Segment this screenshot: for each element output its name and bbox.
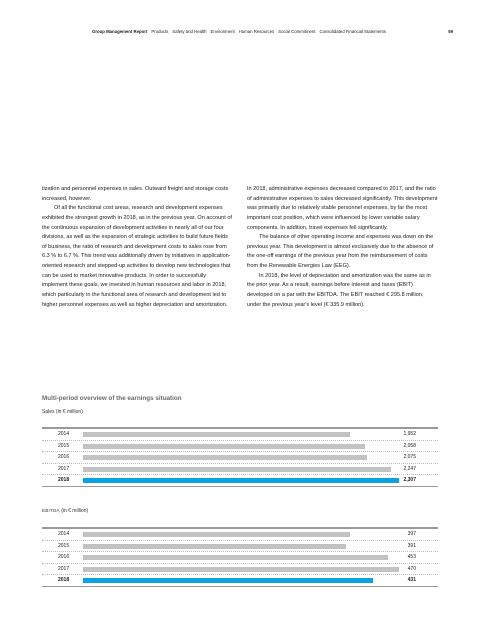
ebitda-value-label: 397 [407, 531, 416, 537]
section-title: Multi-period overview of the earnings situation [42, 395, 182, 402]
ebitda-chart-label: EBITDA [42, 508, 60, 513]
ebitda-year-label: 2014 [58, 531, 70, 537]
nav-item-safety-and-health[interactable]: Safety and Health [172, 29, 207, 34]
left-column [42, 185, 233, 310]
ebitda-bar-2016 [83, 555, 388, 560]
sales-bar-2014 [83, 432, 350, 437]
paragraph: Of all the functional cost areas, research and development expenses exhibited the strongest growth in 2018, as in the previous year. On account of the continuous expansion of development activities in nearly all of our four divisions, as well as the expansion of strategic activities to build future fields of business, the ratio of research and development costs to sales rose from 6.3 % to 6.7 %. This trend was additionally driven by initiatives in application-oriented research and stepped-up activities to develop new technologies that can be used to market innovative products. In order to successfully implement these goals, we invested in human resources and labor in 2018, which particularly in the functional area of research and development led to higher personnel expenses as well as higher depreciation and amortization. [42, 205, 232, 308]
paragraph: In 2018, the level of depreciation and amortization was the same as in the prior year. As a result, earnings before interest and taxes (EBIT) developed on a par with the EBITDA. The EBIT reached € 295.8 million, under the previous year's level (€ 335.9 million). [247, 272, 431, 308]
sales-row-2018 [42, 475, 438, 487]
paragraph: In 2018, administrative expenses decreased compared to 2017, and the ratio of administrative expenses to sales decreased significantly. This development was primarily due to relatively stable personnel expenses, by far the most important cost position, which were influenced by lower variable salary components. In addition, travel expenses fell significantly. [247, 186, 438, 231]
ebitda-bar-2014 [83, 532, 350, 537]
sales-row-2016 [42, 452, 438, 464]
paragraph: tization and personnel expenses in sales. Outward freight and storage costs increased, however. [42, 186, 229, 202]
sales-year-label: 2017 [58, 465, 70, 472]
sales-value-label: 2,075 [403, 454, 416, 460]
sales-year-label: 2018 [58, 477, 70, 483]
ebitda-row-2014 [42, 529, 438, 541]
nav-item-products[interactable]: Products [151, 29, 169, 34]
ebitda-year-label: 2018 [58, 577, 70, 583]
sales-bar-2017 [83, 467, 391, 472]
sales-year-label: 2014 [58, 431, 70, 437]
sales-bar-2018 [83, 478, 399, 483]
sales-row-2014 [42, 429, 438, 441]
page-header [92, 29, 453, 35]
ebitda-chart-unit: (in € million) [61, 508, 89, 514]
sales-chart-label: Sales [42, 409, 55, 415]
ebitda-bar-2017 [83, 567, 399, 572]
ebitda-row-2017 [42, 564, 438, 576]
nav-item-consolidated-financial-statements[interactable]: Consolidated Financial Statements [319, 29, 386, 34]
sales-row-2017 [42, 464, 438, 476]
ebitda-row-2015 [42, 541, 438, 553]
sales-bar-2015 [83, 444, 365, 449]
ebitda-year-label: 2017 [58, 565, 70, 572]
sales-bar-2016 [83, 455, 367, 460]
ebitda-value-label: 453 [407, 554, 416, 560]
sales-value-label: 1,952 [403, 431, 416, 437]
body-text [42, 185, 438, 310]
ebitda-year-label: 2016 [58, 554, 70, 560]
ebitda-row-2018 [42, 575, 438, 587]
ebitda-chart-subtitle [42, 508, 88, 514]
sales-value-label: 2,307 [403, 477, 416, 483]
sales-row-2015 [42, 441, 438, 453]
nav-item-group-management-report[interactable]: Group Management Report [92, 29, 148, 34]
nav-item-environment[interactable]: Environment [210, 29, 235, 34]
ebitda-year-label: 2015 [58, 542, 70, 549]
ebitda-row-2016 [42, 552, 438, 564]
sales-bar-chart [42, 427, 438, 487]
nav-item-human-resources[interactable]: Human Resources [238, 29, 275, 34]
ebitda-value-label: 470 [407, 565, 416, 572]
right-column [247, 185, 438, 310]
page-number: 59 [448, 29, 453, 34]
sales-value-label: 2,058 [403, 442, 416, 449]
ebitda-bar-2018 [83, 578, 373, 583]
ebitda-value-label: 391 [407, 542, 416, 549]
nav-item-social-commitment[interactable]: Social Commitment [278, 29, 316, 34]
ebitda-bar-chart [42, 527, 438, 587]
sales-chart-subtitle [42, 409, 83, 415]
sales-year-label: 2015 [58, 442, 70, 449]
sales-value-label: 2,247 [403, 465, 416, 472]
ebitda-value-label: 431 [407, 577, 416, 583]
header-nav [92, 29, 386, 35]
ebitda-bar-2015 [83, 544, 346, 549]
paragraph: The balance of other operating income and expenses was down on the previous year. This development is almost exclusively due to the absence of the one-off earnings of the previous year from the reimbursement of costs from the Renewable Energies Law (EEG). [247, 234, 434, 269]
sales-chart-unit: (in € million) [55, 409, 83, 415]
sales-year-label: 2016 [58, 454, 70, 460]
